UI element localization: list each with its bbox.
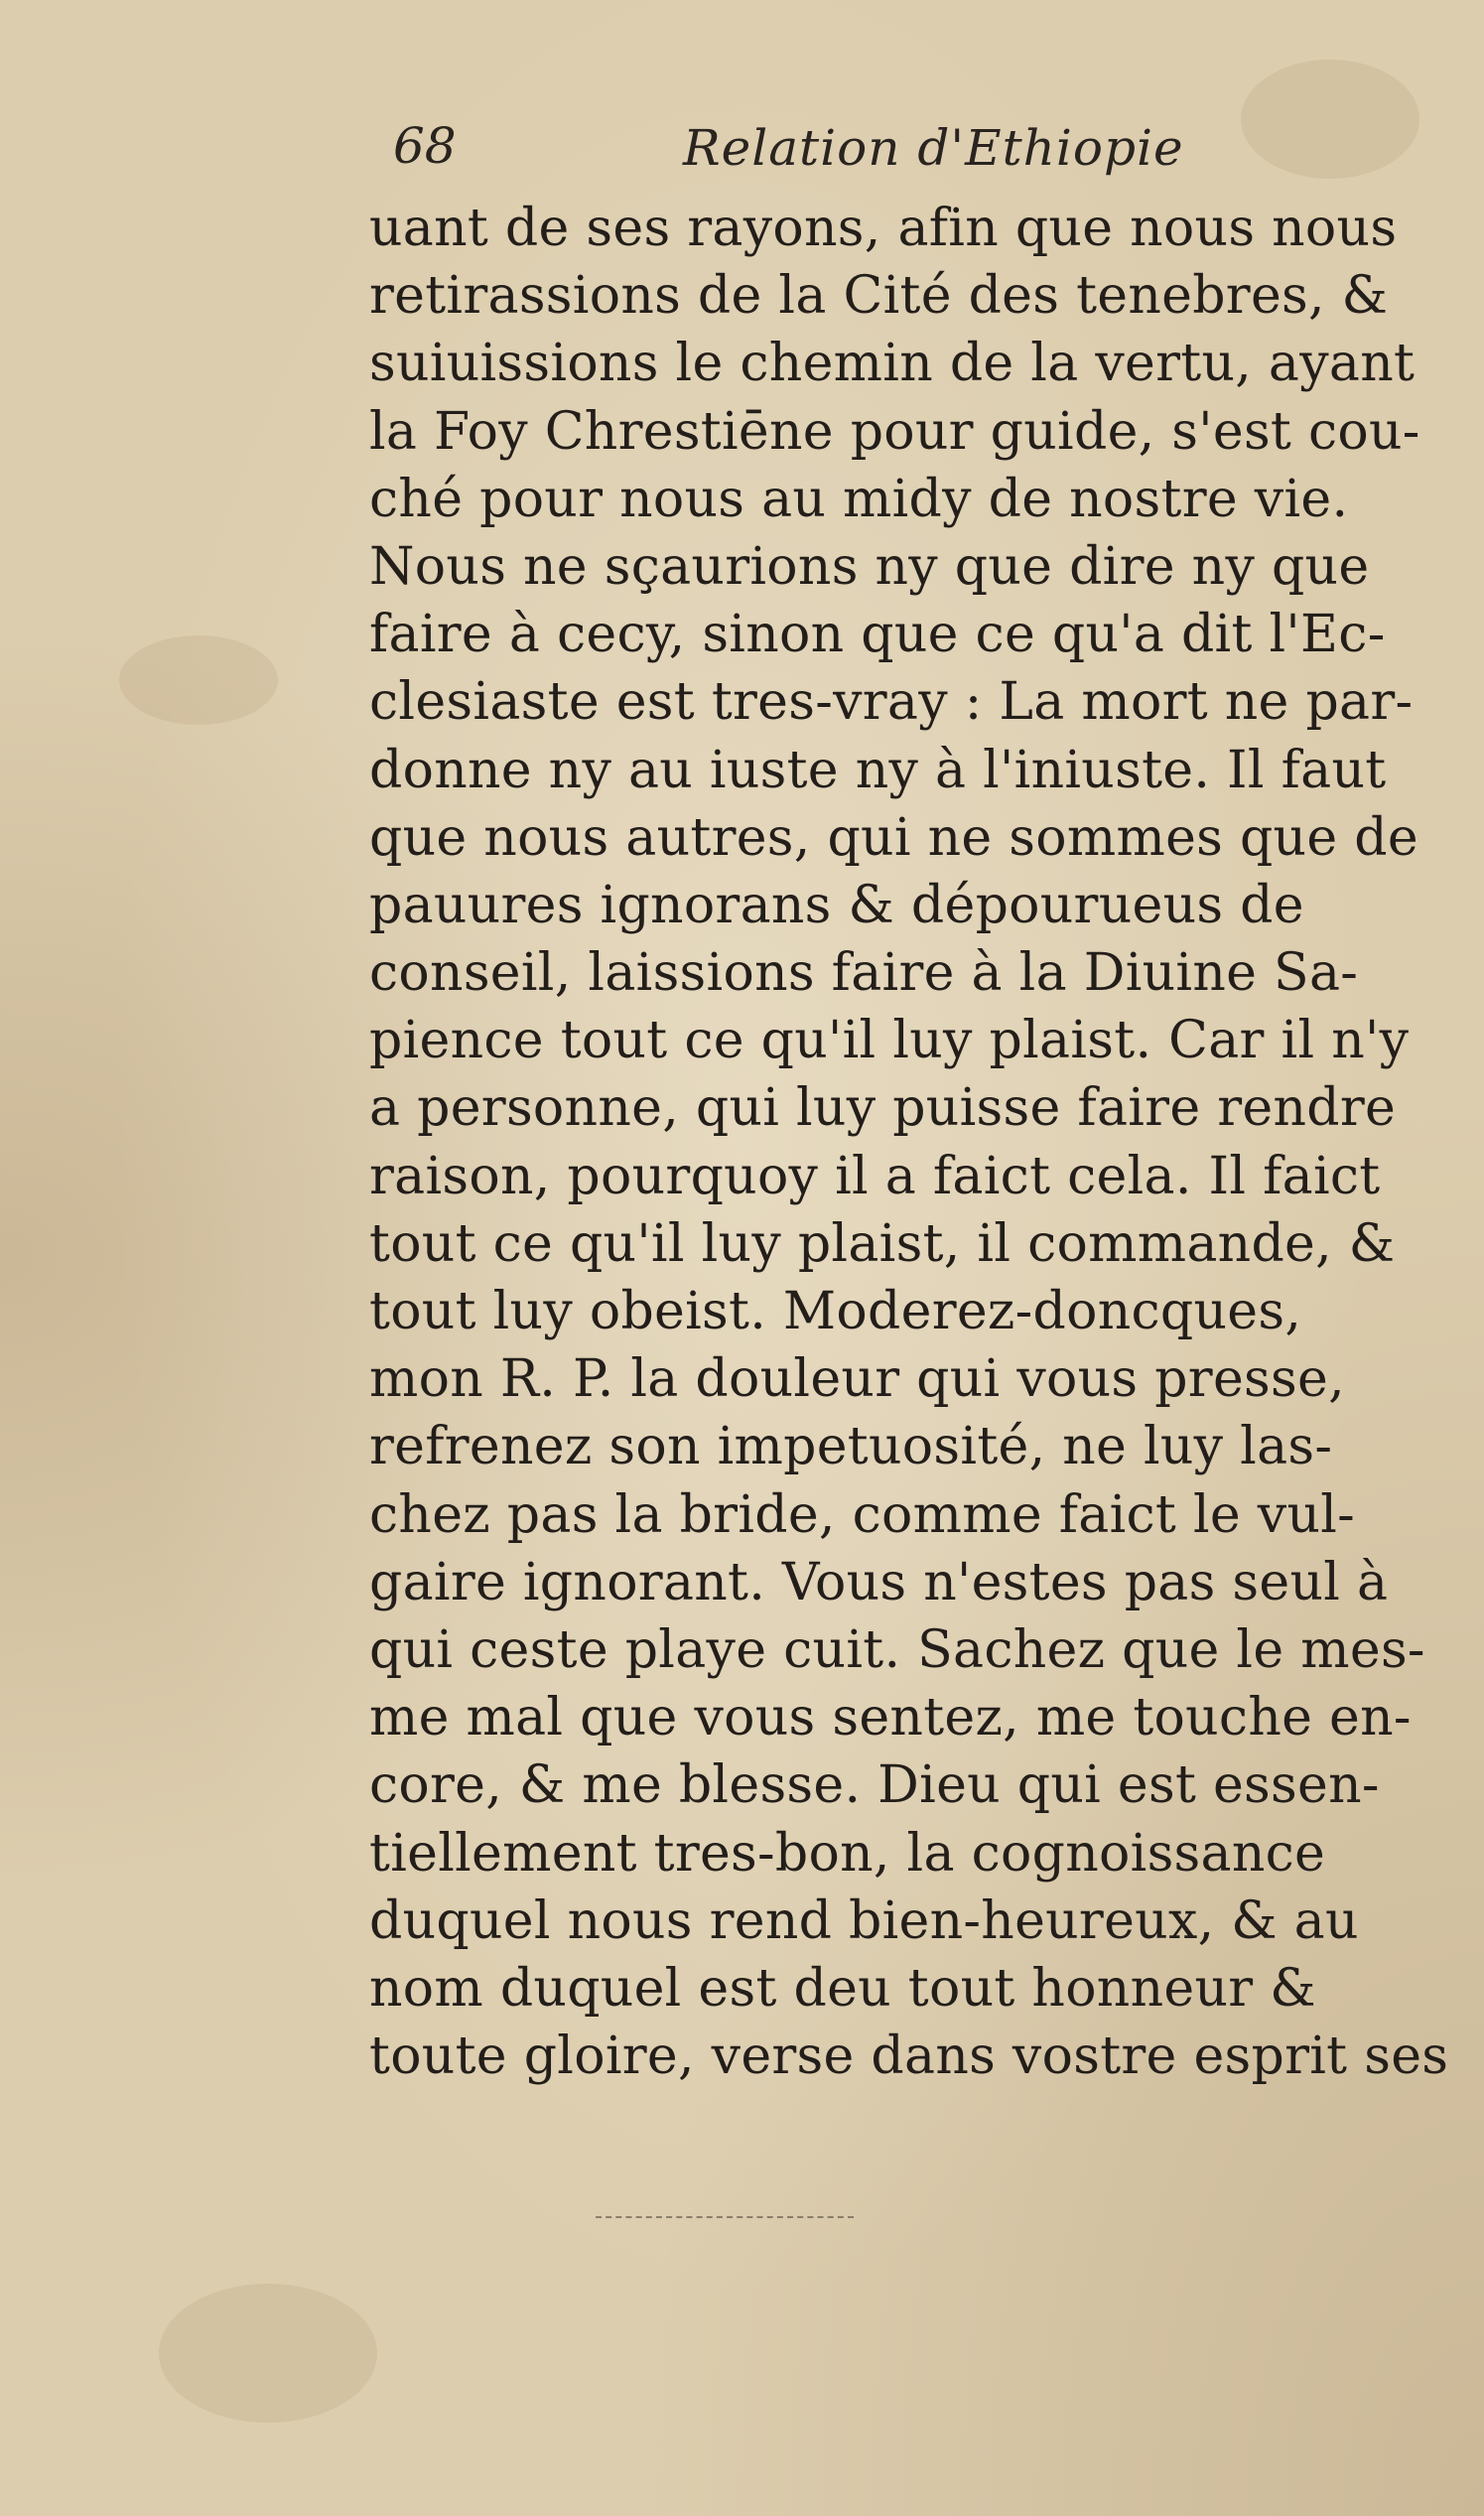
text-line: duquel nous rend bien-heureux, & au <box>369 1890 1359 1951</box>
text-line: gaire ignorant. Vous n'estes pas seul à <box>369 1552 1389 1612</box>
text-line: core, & me blesse. Dieu qui est essen- <box>369 1755 1380 1816</box>
text-line: a personne, qui luy puisse faire rendre <box>369 1078 1397 1139</box>
text-line: Nous ne sçaurions ny que dire ny que <box>369 536 1370 597</box>
text-line: me mal que vous sentez, me touche en- <box>369 1688 1412 1748</box>
paper-stain <box>1241 60 1419 179</box>
text-line: raison, pourquoy il a faict cela. Il faict <box>369 1146 1381 1206</box>
text-line: mon R. P. la douleur qui vous presse, <box>369 1349 1345 1410</box>
text-line: ché pour nous au midy de nostre vie. <box>369 469 1349 529</box>
text-line: chez pas la bride, comme faict le vul- <box>369 1484 1356 1545</box>
text-line: clesiaste est tres-vray : La mort ne par- <box>369 672 1414 733</box>
body-text <box>369 195 1461 2090</box>
text-line: uant de ses rayons, afin que nous nous <box>369 199 1398 258</box>
bottom-print-mark <box>596 2216 854 2218</box>
text-line: qui ceste playe cuit. Sachez que le mes- <box>369 1619 1425 1680</box>
page-header <box>393 117 1187 187</box>
text-line: nom duquel est deu tout honneur & <box>369 1958 1316 2019</box>
text-line: donne ny au iuste ny à l'iniuste. Il faut <box>369 740 1387 800</box>
running-title: Relation d'Ethiopie <box>683 119 1184 177</box>
text-line: pience tout ce qu'il luy plaist. Car il n'y <box>369 1011 1410 1071</box>
text-line: faire à cecy, sinon que ce qu'a dit l'Ec- <box>369 605 1386 665</box>
text-line: tiellement tres-bon, la cognoissance <box>369 1823 1326 1884</box>
page-number: 68 <box>393 117 457 175</box>
text-line: suiuissions le chemin de la vertu, ayant <box>369 334 1416 394</box>
text-line: refrenez son impetuosité, ne luy las- <box>369 1417 1333 1477</box>
paper-stain <box>119 635 278 725</box>
text-line: pauures ignorans & dépourueus de <box>369 875 1304 935</box>
text-line: retirassions de la Cité des tenebres, & <box>369 266 1389 327</box>
text-line: tout luy obeist. Moderez-doncques, <box>369 1282 1302 1341</box>
text-line: la Foy Chrestiēne pour guide, s'est cou- <box>369 401 1420 462</box>
text-line: toute gloire, verse dans vostre esprit ses <box>369 2027 1449 2087</box>
text-line: que nous autres, qui ne sommes que de <box>369 807 1418 868</box>
text-line: conseil, laissions faire à la Diuine Sa- <box>369 943 1359 1004</box>
paper-stain <box>159 2284 377 2423</box>
text-line: tout ce qu'il luy plaist, il commande, & <box>369 1213 1396 1274</box>
